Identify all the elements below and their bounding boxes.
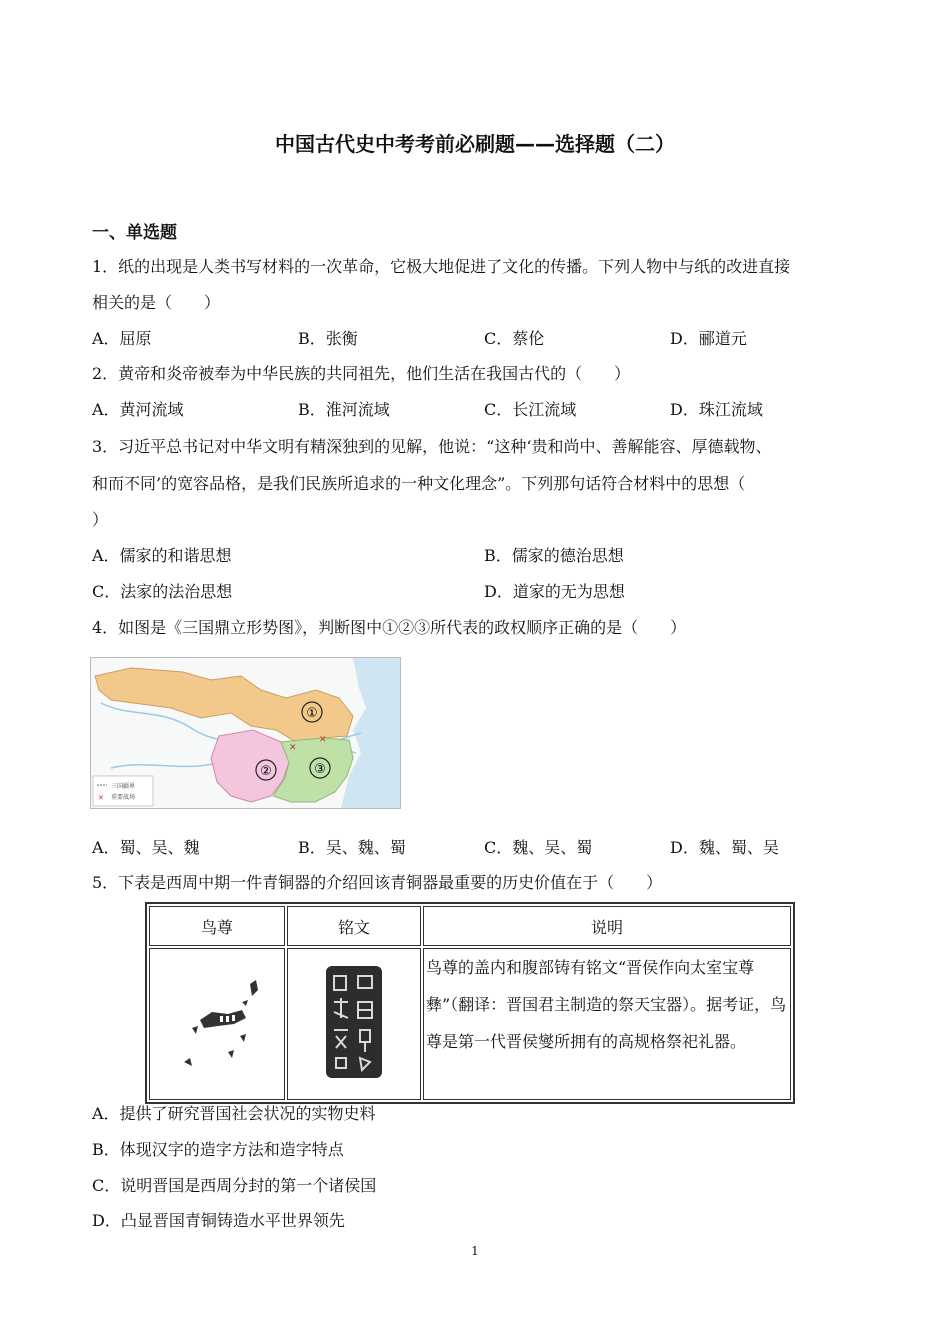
map-label-2: ② [260,764,272,779]
inscription-image-cell [287,948,421,1100]
q3-text-line-2: 和而不同’的宽容品格，是我们民族所追求的一种文化理念”。下列那句话符合材料中的思想（ [92,474,746,493]
q2-text-line-1: 2．黄帝和炎帝被奉为中华民族的共同祖先，他们生活在我国古代的（ ） [92,364,631,383]
q4-option-a[interactable]: A．蜀、吴、魏 [92,838,200,857]
q1-option-d[interactable]: D．郦道元 [670,329,747,348]
q2-option-a[interactable]: A．黄河流域 [92,400,184,419]
q4-option-b[interactable]: B．吴、魏、蜀 [298,838,406,857]
q3-option-c[interactable]: C．法家的法治思想 [92,582,233,601]
q2-option-c[interactable]: C．长江流域 [484,400,577,419]
q5-text-line-1: 5．下表是西周中期一件青铜器的介绍回该青铜器最重要的历史价值在于（ ） [92,873,663,892]
q3-text-line-3: ） [92,510,109,529]
q4-option-c[interactable]: C．魏、吴、蜀 [484,838,593,857]
battle-marker-icon: ✕ [319,735,327,745]
legend-battle-icon: ✕ [98,794,104,802]
bird-zun-image-cell [149,948,285,1100]
q5-option-a[interactable]: A．提供了研究晋国社会状况的实物史料 [92,1104,376,1123]
q1-option-c[interactable]: C．蔡伦 [484,329,545,348]
q3-text-line-1: 3．习近平总书记对中华文明有精深独到的见解，他说：“这种‘贵和尚中、善解能容、厚德载物、 [92,437,772,456]
legend-border-label: 三国疆界 [111,783,136,790]
q1-option-a[interactable]: A．屈原 [92,329,152,348]
battle-marker-icon: ✕ [289,743,297,753]
q1-option-b[interactable]: B．张衡 [298,329,358,348]
bird-zun-illustration-icon [162,972,272,1072]
q1-text-line-1: 1．纸的出现是人类书写材料的一次革命，它极大地促进了文化的传播。下列人物中与纸的改进直接 [92,257,791,276]
page-title: 中国古代史中考考前必刷题——选择题（二） [275,132,675,156]
page-number: 1 [471,1244,479,1258]
table-header-inscription: 铭文 [287,906,421,946]
map-label-3: ③ [314,762,326,777]
map-label-1: ① [306,706,318,721]
three-kingdoms-map [90,657,401,809]
q5-option-c[interactable]: C．说明晋国是西周分封的第一个诸侯国 [92,1176,377,1195]
q5-option-d[interactable]: D．凸显晋国青铜铸造水平世界领先 [92,1211,345,1230]
q3-option-a[interactable]: A．儒家的和谐思想 [92,546,232,565]
section-heading: 一、单选题 [92,223,177,243]
bird-zun-description: 鸟尊的盖内和腹部铸有铭文“晋侯作向太室宝尊彝”（翻译：晋国君主制造的祭天宝器）。据考证，鸟尊是第一代晋侯燮所拥有的高规格祭祀礼器。 [423,948,791,1100]
q3-option-d[interactable]: D．道家的无为思想 [484,582,625,601]
table-header-description: 说明 [423,906,791,946]
q1-text-line-2: 相关的是（ ） [92,293,221,312]
legend-battle-label: 重要战场 [111,794,136,801]
q2-option-b[interactable]: B．淮河流域 [298,400,390,419]
q4-option-d[interactable]: D．魏、蜀、吴 [670,838,779,857]
table-header-bird-zun: 鸟尊 [149,906,285,946]
q3-option-b[interactable]: B．儒家的德治思想 [484,546,624,565]
bronze-info-table [145,902,795,1104]
q2-option-d[interactable]: D．珠江流域 [670,400,763,419]
q5-option-b[interactable]: B．体现汉字的造字方法和造字特点 [92,1140,344,1159]
q4-text-line-1: 4．如图是《三国鼎立形势图》，判断图中①②③所代表的政权顺序正确的是（ ） [92,618,687,637]
inscription-rubbing-icon [322,962,386,1082]
